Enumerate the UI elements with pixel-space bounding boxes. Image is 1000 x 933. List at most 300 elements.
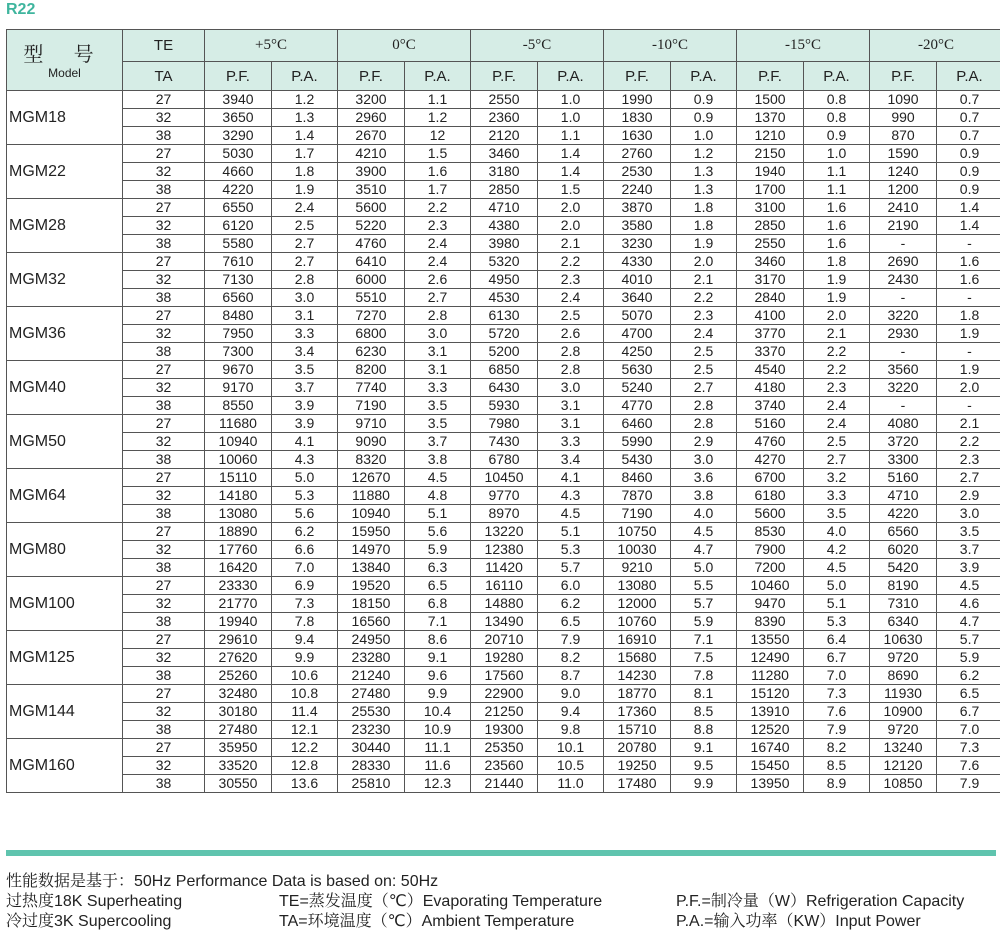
pa-value: 4.2 [804,541,870,559]
pa-value: 0.9 [804,127,870,145]
pa-header: P.A. [937,62,1000,91]
model-name: MGM40 [7,361,123,415]
pf-value: 23330 [205,577,272,595]
pf-value: 3650 [205,109,272,127]
divider-bar [6,850,996,856]
pf-value: 9470 [737,595,804,613]
pa-value: 2.3 [937,451,1000,469]
pa-value: 5.0 [272,469,338,487]
te-header: -15°C [737,30,870,62]
pf-value: 2430 [870,271,937,289]
pa-value: 2.4 [405,253,471,271]
pf-value: 19250 [604,757,671,775]
table-row [7,397,1000,415]
pa-value: 3.8 [671,487,737,505]
pf-value: 25530 [338,703,405,721]
pa-value: 11.4 [272,703,338,721]
ta-value: 27 [123,253,205,271]
pa-value: 3.0 [671,451,737,469]
pa-value: - [937,235,1000,253]
pf-value: 14970 [338,541,405,559]
pa-value: 3.0 [538,379,604,397]
pa-value: 2.6 [538,325,604,343]
pa-value: 1.2 [671,145,737,163]
table-row [7,775,1000,793]
pf-value: 9170 [205,379,272,397]
pf-value: 16740 [737,739,804,757]
pf-value: 18770 [604,685,671,703]
pa-value: 2.5 [272,217,338,235]
pa-value: 5.1 [804,595,870,613]
pf-value: 21240 [338,667,405,685]
model-name: MGM36 [7,307,123,361]
pf-header: P.F. [737,62,804,91]
pf-value: 19520 [338,577,405,595]
table-row [7,289,1000,307]
pa-value: 3.9 [272,415,338,433]
table-row [7,739,1000,757]
pf-value: 870 [870,127,937,145]
pf-value: 11930 [870,685,937,703]
table-row [7,343,1000,361]
table-row [7,325,1000,343]
pf-value: 4330 [604,253,671,271]
pf-value: 5320 [471,253,538,271]
pa-value: 4.5 [937,577,1000,595]
pa-value: 2.4 [804,415,870,433]
ta-value: 38 [123,235,205,253]
pf-value: 13490 [471,613,538,631]
table-row [7,649,1000,667]
pf-value: 2410 [870,199,937,217]
pa-header: P.A. [804,62,870,91]
pa-value: 9.1 [405,649,471,667]
table-row [7,145,1000,163]
pa-value: 1.8 [671,217,737,235]
pf-value: 3580 [604,217,671,235]
pa-value: 9.6 [405,667,471,685]
pf-header: P.F. [870,62,937,91]
ta-value: 27 [123,307,205,325]
pa-value: 1.6 [804,235,870,253]
table-row [7,415,1000,433]
pa-value: 2.7 [405,289,471,307]
pf-value: 5510 [338,289,405,307]
pf-value: 9720 [870,721,937,739]
pf-header: P.F. [471,62,538,91]
pf-value: 8550 [205,397,272,415]
pf-value: 4770 [604,397,671,415]
pa-value: 1.3 [671,181,737,199]
pf-value: 3560 [870,361,937,379]
pa-value: 6.9 [272,577,338,595]
pf-value: 16420 [205,559,272,577]
pf-value: 3640 [604,289,671,307]
pa-value: 0.8 [804,109,870,127]
pf-value: 7130 [205,271,272,289]
pf-value: 27620 [205,649,272,667]
pa-value: 1.3 [671,163,737,181]
pf-value: 6000 [338,271,405,289]
pf-value: 8390 [737,613,804,631]
pf-value: 1830 [604,109,671,127]
pa-value: 4.7 [937,613,1000,631]
pa-value: 1.2 [405,109,471,127]
ta-value: 32 [123,163,205,181]
pf-value: 10850 [870,775,937,793]
pf-value: 11680 [205,415,272,433]
ta-value: 38 [123,775,205,793]
pa-value: 5.9 [671,613,737,631]
pf-value: 3460 [737,253,804,271]
table-row [7,487,1000,505]
pf-value: 12490 [737,649,804,667]
pa-value: 0.7 [937,127,1000,145]
pa-value: 1.1 [538,127,604,145]
pf-value: 8460 [604,469,671,487]
pf-value: 2690 [870,253,937,271]
pa-value: 6.8 [405,595,471,613]
pf-value: 3220 [870,307,937,325]
pa-value: 7.1 [405,613,471,631]
pf-value: 10630 [870,631,937,649]
pa-value: 2.3 [405,217,471,235]
pa-value: 3.6 [671,469,737,487]
table-row [7,721,1000,739]
pf-value: 12670 [338,469,405,487]
pf-value: 6430 [471,379,538,397]
pa-value: 5.3 [538,541,604,559]
pf-value: 3200 [338,91,405,109]
pf-value: - [870,289,937,307]
pf-value: 10450 [471,469,538,487]
pa-value: 6.2 [538,595,604,613]
pf-value: 7270 [338,307,405,325]
pa-value: 5.7 [671,595,737,613]
pf-value: 10460 [737,577,804,595]
pf-value: 7950 [205,325,272,343]
pa-value: 8.2 [804,739,870,757]
note-te-definition: TE=蒸发温度（℃）Evaporating Temperature [279,893,603,910]
pf-value: 2190 [870,217,937,235]
note-ta-definition: TA=环境温度（℃）Ambient Temperature [279,913,575,930]
pf-value: 13550 [737,631,804,649]
pf-value: 6130 [471,307,538,325]
pa-value: 1.4 [538,145,604,163]
pa-value: 4.5 [671,523,737,541]
pa-value: - [937,289,1000,307]
ta-value: 32 [123,649,205,667]
pa-value: 1.6 [937,271,1000,289]
pf-value: 4080 [870,415,937,433]
table-row [7,757,1000,775]
pa-value: 7.9 [937,775,1000,793]
pf-value: 10760 [604,613,671,631]
pf-value: 32480 [205,685,272,703]
model-header-en: Model [48,66,81,80]
pa-value: 11.1 [405,739,471,757]
pf-value: 8530 [737,523,804,541]
table-row [7,163,1000,181]
pf-value: 1210 [737,127,804,145]
pf-value: 6850 [471,361,538,379]
model-name: MGM125 [7,631,123,685]
ta-value: 38 [123,667,205,685]
pa-value: 0.9 [937,181,1000,199]
pf-value: 16910 [604,631,671,649]
table-row [7,199,1000,217]
table-row [7,361,1000,379]
table-row [7,613,1000,631]
table-row [7,451,1000,469]
pf-value: 28330 [338,757,405,775]
pa-value: 3.1 [272,307,338,325]
pf-value: - [870,397,937,415]
table-row [7,667,1000,685]
pa-value: 2.4 [671,325,737,343]
pa-value: 2.1 [538,235,604,253]
pf-value: 5580 [205,235,272,253]
pa-value: 4.6 [937,595,1000,613]
te-header: 0°C [338,30,471,62]
pa-value: 1.3 [272,109,338,127]
pf-value: 2840 [737,289,804,307]
pf-value: 12000 [604,595,671,613]
te-header: -5°C [471,30,604,62]
pa-value: 7.0 [937,721,1000,739]
pa-value: 12 [405,127,471,145]
pf-value: 3170 [737,271,804,289]
pf-value: 5430 [604,451,671,469]
pa-value: 6.2 [937,667,1000,685]
pa-value: 6.5 [405,577,471,595]
pf-value: 11280 [737,667,804,685]
pf-value: 30440 [338,739,405,757]
pa-value: 7.0 [804,667,870,685]
ta-value: 38 [123,451,205,469]
table-row [7,469,1000,487]
pf-value: 14230 [604,667,671,685]
pa-value: 2.6 [405,271,471,289]
table-row [7,109,1000,127]
pa-value: 7.3 [937,739,1000,757]
pf-value: 8690 [870,667,937,685]
pa-value: 12.2 [272,739,338,757]
pa-value: 3.9 [937,559,1000,577]
pa-value: 10.1 [538,739,604,757]
pa-value: 0.7 [937,109,1000,127]
ta-value: 32 [123,379,205,397]
pa-value: 8.1 [671,685,737,703]
pf-value: 4950 [471,271,538,289]
table-row [7,541,1000,559]
pa-value: 11.6 [405,757,471,775]
pa-value: 0.9 [937,145,1000,163]
pa-value: 7.0 [272,559,338,577]
pa-value: 2.0 [538,217,604,235]
pa-value: 5.1 [405,505,471,523]
pf-value: 22900 [471,685,538,703]
pa-value: 1.8 [937,307,1000,325]
pa-value: 0.9 [671,109,737,127]
pa-value: 1.2 [272,91,338,109]
pa-value: 2.7 [937,469,1000,487]
pf-value: 1940 [737,163,804,181]
pa-value: 4.7 [671,541,737,559]
pf-value: 8200 [338,361,405,379]
pa-value: 5.5 [671,577,737,595]
pf-value: 10940 [338,505,405,523]
pf-value: 5200 [471,343,538,361]
pf-value: 7190 [338,397,405,415]
pa-value: 4.5 [804,559,870,577]
model-name: MGM80 [7,523,123,577]
pf-value: 25260 [205,667,272,685]
pa-value: 4.1 [272,433,338,451]
pa-value: 7.3 [804,685,870,703]
pf-value: 3510 [338,181,405,199]
pa-value: 1.0 [538,109,604,127]
pf-value: 9770 [471,487,538,505]
pa-value: 11.0 [538,775,604,793]
pa-value: 8.6 [405,631,471,649]
pa-value: 8.2 [538,649,604,667]
ta-value: 27 [123,685,205,703]
ta-value: 38 [123,721,205,739]
pa-value: 6.5 [937,685,1000,703]
pa-value: 5.3 [804,613,870,631]
pf-value: 23560 [471,757,538,775]
pf-value: 19300 [471,721,538,739]
pa-value: 7.1 [671,631,737,649]
table-row [7,379,1000,397]
pa-value: 1.1 [405,91,471,109]
pf-value: 6550 [205,199,272,217]
table-row [7,127,1000,145]
pf-value: 2930 [870,325,937,343]
pf-value: 14880 [471,595,538,613]
pa-header: P.A. [405,62,471,91]
pf-value: 13080 [604,577,671,595]
pa-value: 9.0 [538,685,604,703]
pa-value: 1.6 [804,217,870,235]
pa-value: 6.7 [804,649,870,667]
pa-value: 13.6 [272,775,338,793]
pa-value: 1.7 [405,181,471,199]
pa-value: 5.0 [671,559,737,577]
pf-value: 6230 [338,343,405,361]
pf-value: 7980 [471,415,538,433]
pa-value: 9.9 [671,775,737,793]
pa-value: 1.6 [804,199,870,217]
pf-value: 4250 [604,343,671,361]
ta-value: 32 [123,217,205,235]
pf-value: 4540 [737,361,804,379]
pf-value: 14180 [205,487,272,505]
pf-value: 15710 [604,721,671,739]
pa-value: 2.8 [538,361,604,379]
pa-value: 2.3 [804,379,870,397]
pf-value: 4270 [737,451,804,469]
pf-value: 4710 [471,199,538,217]
pa-value: 4.0 [804,523,870,541]
ta-value: 38 [123,181,205,199]
pa-value: 3.7 [405,433,471,451]
pf-value: 4100 [737,307,804,325]
pf-value: 13220 [471,523,538,541]
pf-value: 5220 [338,217,405,235]
pa-value: 3.5 [937,523,1000,541]
pa-value: 2.4 [804,397,870,415]
pf-value: 27480 [338,685,405,703]
pf-value: 6180 [737,487,804,505]
pa-value: 2.5 [671,343,737,361]
pa-value: 9.4 [272,631,338,649]
pf-value: 3230 [604,235,671,253]
ta-value: 32 [123,271,205,289]
pf-value: 5600 [338,199,405,217]
pf-value: 5600 [737,505,804,523]
pa-value: 4.3 [272,451,338,469]
pa-value: 1.5 [538,181,604,199]
pa-value: 1.9 [671,235,737,253]
pf-value: 3870 [604,199,671,217]
pa-value: 1.0 [804,145,870,163]
pa-value: 2.9 [937,487,1000,505]
pf-value: 2530 [604,163,671,181]
pa-value: 1.4 [272,127,338,145]
pa-value: 1.4 [937,217,1000,235]
pf-value: 33520 [205,757,272,775]
pf-value: 2120 [471,127,538,145]
pf-value: 3100 [737,199,804,217]
pf-value: 4220 [870,505,937,523]
pf-value: 1200 [870,181,937,199]
pf-value: 7610 [205,253,272,271]
pf-value: 1370 [737,109,804,127]
pf-value: 5630 [604,361,671,379]
ta-value: 32 [123,109,205,127]
pa-value: 4.8 [405,487,471,505]
pa-value: 9.8 [538,721,604,739]
pa-value: 3.3 [272,325,338,343]
pf-value: 11880 [338,487,405,505]
pa-value: 1.4 [937,199,1000,217]
pa-value: 5.7 [937,631,1000,649]
pa-value: 7.8 [272,613,338,631]
pa-value: 10.8 [272,685,338,703]
pf-value: 9090 [338,433,405,451]
pf-value: 2240 [604,181,671,199]
pa-value: 2.5 [671,361,737,379]
pa-value: 1.9 [272,181,338,199]
ta-value: 32 [123,757,205,775]
ta-value: 27 [123,577,205,595]
pf-value: 5160 [737,415,804,433]
pa-value: 8.5 [671,703,737,721]
pa-value: 6.7 [937,703,1000,721]
pa-value: 9.5 [671,757,737,775]
pa-header: P.A. [538,62,604,91]
table-row [7,559,1000,577]
pa-value: 3.0 [937,505,1000,523]
pf-value: 12120 [870,757,937,775]
pf-value: 13950 [737,775,804,793]
pf-value: 3940 [205,91,272,109]
pa-value: 3.3 [538,433,604,451]
table-row [7,703,1000,721]
pf-value: 6340 [870,613,937,631]
